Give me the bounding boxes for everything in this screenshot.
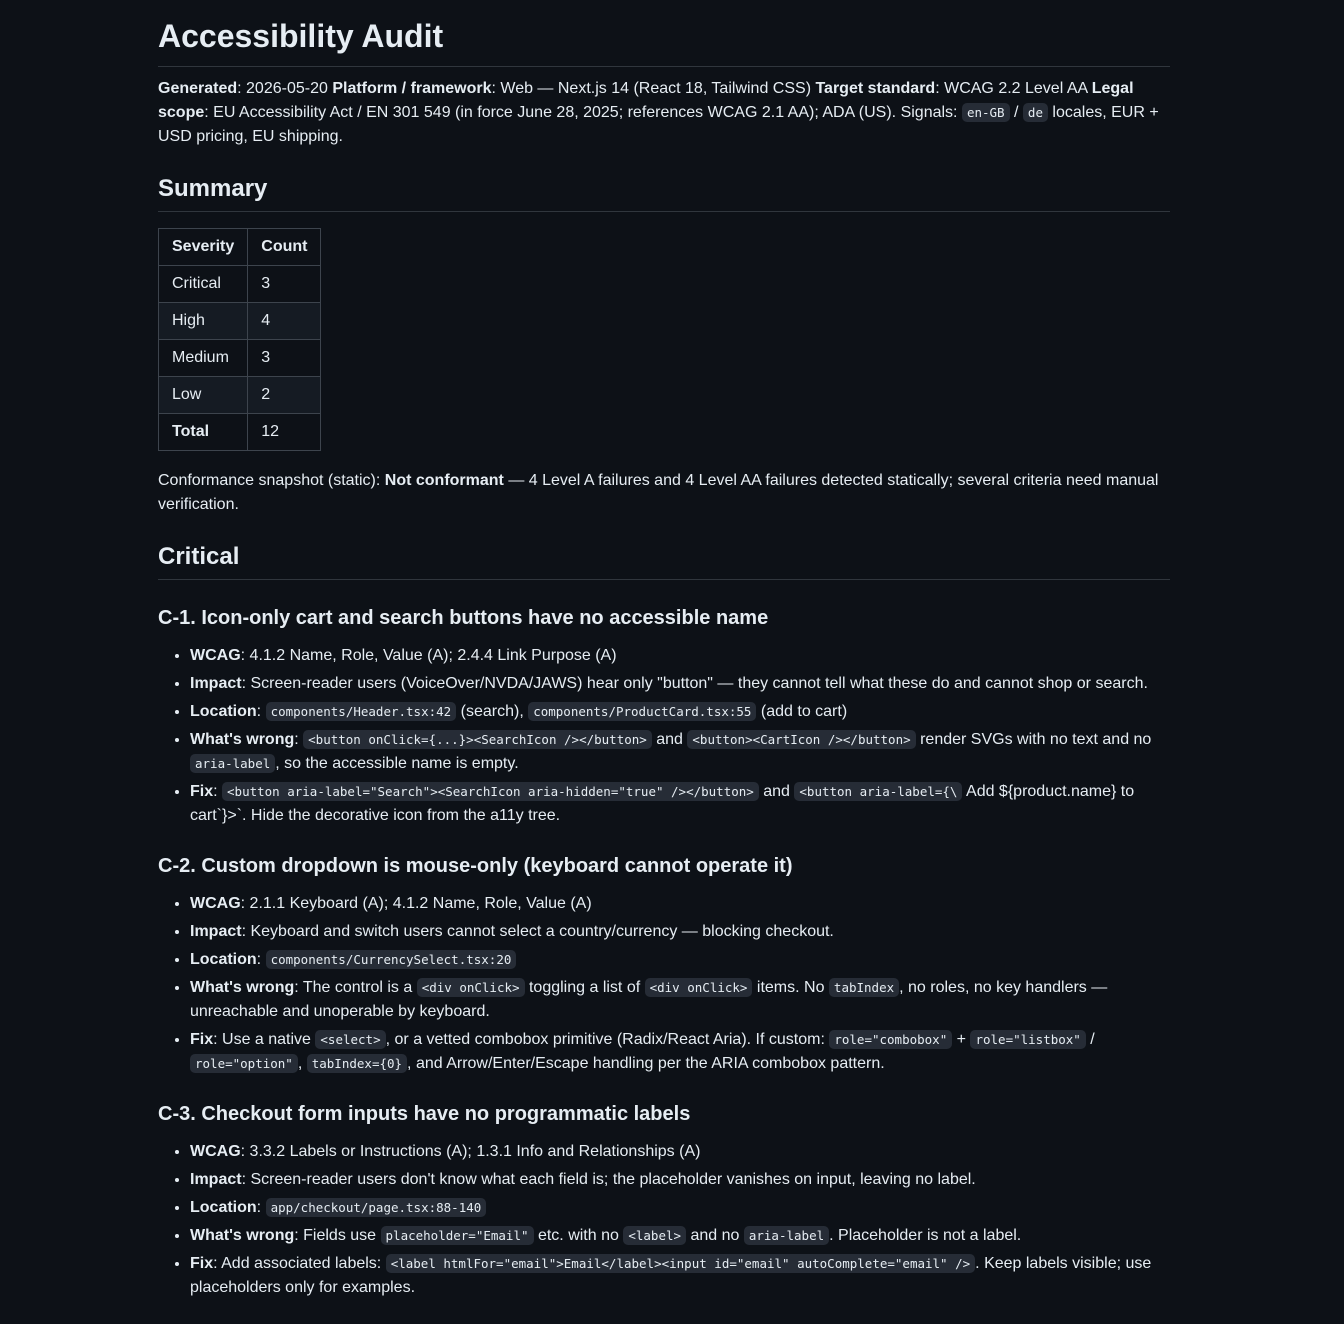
platform-value: : Web — Next.js 14 (React 18, Tailwind CSS) (491, 80, 816, 97)
count-cell: 3 (248, 266, 321, 303)
field-value: Add ${product.name} to cart`}>`. Hide the decorative icon from the a11y tree. (190, 783, 1135, 824)
field-value: : (294, 731, 304, 748)
code-snippet: <button aria-label="Search"><SearchIcon aria-hidden="true" /></button> (222, 782, 759, 801)
list-item (190, 920, 1170, 944)
field-value: : Screen-reader users (VoiceOver/NVDA/JAWS) hear only "button" — they cannot tell what these do and cannot shop or search. (241, 675, 1148, 692)
list-item (190, 948, 1170, 972)
field-label: Impact (190, 1171, 242, 1188)
count-cell: 3 (248, 340, 321, 377)
code-snippet: <button onClick={...}><SearchIcon /></button> (303, 730, 652, 749)
field-value: : (256, 951, 266, 968)
severity-cell: Medium (159, 340, 248, 377)
legal-value: : EU Accessibility Act / EN 301 549 (in force June 28, 2025; references WCAG 2.1 AA); ADA (US). Signals: (204, 104, 962, 121)
code-snippet: role="option" (190, 1054, 298, 1073)
count-cell: 2 (248, 377, 321, 414)
field-label: Location (190, 951, 257, 968)
count-cell: 4 (248, 303, 321, 340)
code-snippet: <label htmlFor="email">Email</label><input id="email" autoComplete="email" /> (386, 1254, 975, 1273)
field-value: , and Arrow/Enter/Escape handling per the ARIA combobox pattern. (407, 1055, 885, 1072)
target-value: : WCAG 2.2 Level AA (935, 80, 1092, 97)
table-header-row (159, 229, 321, 266)
code-snippet: placeholder="Email" (381, 1226, 534, 1245)
field-value: : 2.1.1 Keyboard (A); 4.1.2 Name, Role, Value (A) (240, 895, 592, 912)
field-value: and no (686, 1227, 744, 1244)
section-heading-critical: Critical (158, 541, 1170, 580)
table-row (159, 266, 321, 303)
field-value: + (952, 1031, 971, 1048)
code-snippet: <button><CartIcon /></button> (687, 730, 915, 749)
field-value: , no roles, no key handlers — unreachable and unoperable by keyboard. (190, 979, 1108, 1020)
field-value: : Keyboard and switch users cannot select a country/currency — blocking checkout. (241, 923, 834, 940)
code-snippet: <div onClick> (645, 978, 753, 997)
locale-separator: / (1009, 104, 1023, 121)
document (158, 0, 1170, 1300)
list-item (190, 1252, 1170, 1300)
field-value: , so the accessible name is empty. (275, 755, 519, 772)
field-label: WCAG (190, 1143, 241, 1160)
field-label: What's wrong (190, 1227, 295, 1244)
conformance-status: Not conformant (384, 472, 504, 489)
conformance-suffix: — 4 Level A failures and 4 Level AA failures detected statically; several criteria need manual verification. (158, 472, 1159, 513)
field-value: : (256, 1199, 266, 1216)
list-item (190, 700, 1170, 724)
code-snippet: aria-label (190, 754, 275, 773)
column-header-count: Count (248, 229, 321, 266)
meta-paragraph (158, 77, 1170, 149)
severity-cell: Critical (159, 266, 248, 303)
field-value: . Keep labels visible; use placeholders only for examples. (190, 1255, 1152, 1296)
locale-code: en-GB (962, 103, 1010, 122)
field-value: : Add associated labels: (213, 1255, 386, 1272)
file-path-code: components/CurrencySelect.tsx:20 (266, 950, 517, 969)
generated-value: : 2026-05-20 (237, 80, 333, 97)
file-path-code: components/Header.tsx:42 (266, 702, 457, 721)
list-item (190, 892, 1170, 916)
code-snippet: tabIndex (829, 978, 899, 997)
field-label: WCAG (190, 895, 241, 912)
field-value: items. No (752, 979, 829, 996)
column-header-severity: Severity (159, 229, 248, 266)
field-value: : (213, 783, 223, 800)
list-item (190, 1224, 1170, 1248)
finding-details-c1 (158, 644, 1170, 828)
field-value: : Fields use (294, 1227, 381, 1244)
field-label: Location (190, 703, 257, 720)
table-row (159, 303, 321, 340)
finding-title-c3: C-3. Checkout form inputs have no programmatic labels (158, 1103, 691, 1125)
list-item (190, 1028, 1170, 1076)
field-value: (search), (456, 703, 529, 720)
field-label: Location (190, 1199, 257, 1216)
severity-cell: High (159, 303, 248, 340)
finding-title-c2: C-2. Custom dropdown is mouse-only (keyboard cannot operate it) (158, 855, 793, 877)
table-row (159, 377, 321, 414)
field-value: : (256, 703, 266, 720)
meta-tail: locales, EUR + USD pricing, EU shipping. (158, 104, 1159, 145)
field-label: What's wrong (190, 731, 295, 748)
locale-code: de (1023, 103, 1048, 122)
list-item (190, 780, 1170, 828)
list-item (190, 976, 1170, 1024)
code-snippet: <label> (623, 1226, 686, 1245)
list-item (190, 1140, 1170, 1164)
field-label: Fix (190, 1031, 214, 1048)
severity-cell: Low (159, 377, 248, 414)
field-value: , or a vetted combobox primitive (Radix/React Aria). If custom: (385, 1031, 830, 1048)
code-snippet: tabIndex={0} (307, 1054, 407, 1073)
code-snippet: <button aria-label={\ (794, 782, 962, 801)
legal-label: Legal scope (158, 80, 1134, 121)
field-value: render SVGs with no text and no (915, 731, 1152, 748)
total-label-cell (159, 414, 248, 451)
field-label: Impact (190, 923, 242, 940)
table-row-total (159, 414, 321, 451)
total-count-cell: 12 (248, 414, 321, 451)
field-value: and (758, 783, 795, 800)
file-path-code: components/ProductCard.tsx:55 (528, 702, 756, 721)
field-value: etc. with no (533, 1227, 624, 1244)
field-value: toggling a list of (524, 979, 645, 996)
platform-label: Platform / framework (332, 80, 492, 97)
field-value: : 4.1.2 Name, Role, Value (A); 2.4.4 Link Purpose (A) (240, 647, 617, 664)
field-label: Fix (190, 1255, 214, 1272)
code-snippet: <select> (315, 1030, 385, 1049)
code-snippet: aria-label (744, 1226, 829, 1245)
code-snippet: role="combobox" (829, 1030, 952, 1049)
generated-label: Generated (158, 80, 238, 97)
table-row (159, 340, 321, 377)
list-item (190, 728, 1170, 776)
section-heading-summary: Summary (158, 173, 1170, 212)
field-value: : Use a native (213, 1031, 316, 1048)
list-item (190, 672, 1170, 696)
target-label: Target standard (815, 80, 936, 97)
total-label: Total (172, 423, 210, 440)
finding-details-c3 (158, 1140, 1170, 1300)
list-item (190, 1168, 1170, 1192)
conformance-snapshot (158, 469, 1170, 517)
field-label: Impact (190, 675, 242, 692)
code-snippet: role="listbox" (970, 1030, 1085, 1049)
field-value: : 3.3.2 Labels or Instructions (A); 1.3.1 Info and Relationships (A) (240, 1143, 701, 1160)
conformance-prefix: Conformance snapshot (static): (158, 472, 385, 489)
field-label: WCAG (190, 647, 241, 664)
finding-title-c1: C-1. Icon-only cart and search buttons have no accessible name (158, 607, 769, 629)
field-value: / (1085, 1031, 1095, 1048)
field-value: . Placeholder is not a label. (829, 1227, 1022, 1244)
list-item (190, 1196, 1170, 1220)
list-item (190, 644, 1170, 668)
finding-details-c2 (158, 892, 1170, 1076)
file-path-code: app/checkout/page.tsx:88-140 (266, 1198, 487, 1217)
page-title: Accessibility Audit (158, 14, 1170, 67)
field-value: (add to cart) (756, 703, 848, 720)
field-value: , (297, 1055, 307, 1072)
field-value: : The control is a (294, 979, 417, 996)
field-value: : Screen-reader users don't know what each field is; the placeholder vanishes on input, leaving no label. (241, 1171, 976, 1188)
code-snippet: <div onClick> (417, 978, 525, 997)
field-label: What's wrong (190, 979, 295, 996)
field-value: and (651, 731, 688, 748)
field-label: Fix (190, 783, 214, 800)
summary-table (158, 228, 321, 451)
